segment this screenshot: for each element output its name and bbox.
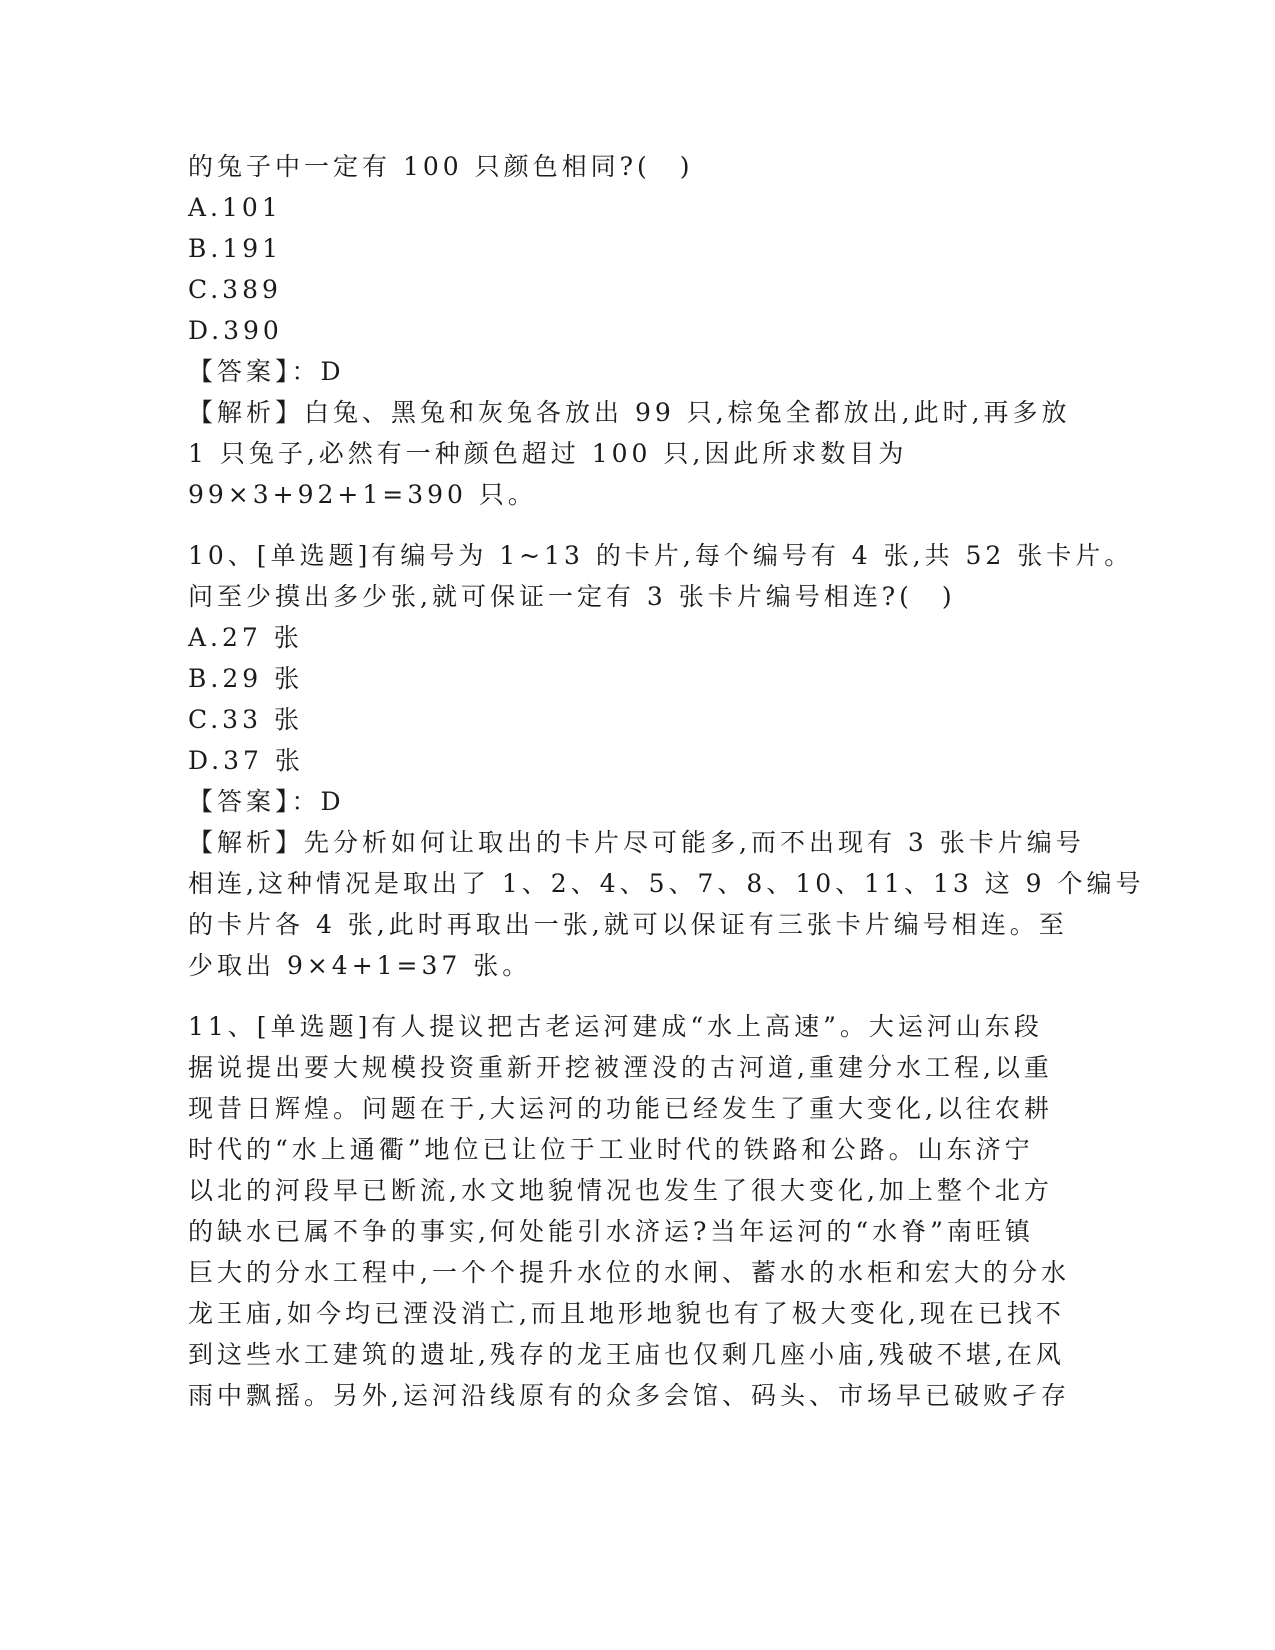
analysis-line: 的卡片各 4 张,此时再取出一张,就可以保证有三张卡片编号相连。至 (188, 910, 1068, 939)
question-stem: 巨大的分水工程中,一个个提升水位的水闸、蓄水的水柜和宏大的分水 (188, 1258, 1070, 1287)
option-b: B.191 (188, 234, 283, 263)
analysis-line: 少取出 9×4+1=37 张。 (188, 951, 532, 980)
question-stem: 到这些水工建筑的遗址,残存的龙王庙也仅剩几座小庙,残破不堪,在风 (188, 1340, 1065, 1369)
question-stem: 10、[单选题]有编号为 1~13 的卡片,每个编号有 4 张,共 52 张卡片。 (188, 541, 1134, 570)
analysis-line: 相连,这种情况是取出了 1、2、4、5、7、8、10、11、13 这 9 个编号 (188, 869, 1145, 898)
question-stem: 的兔子中一定有 100 只颜色相同?( ) (188, 152, 694, 181)
question-stem: 龙王庙,如今均已湮没消亡,而且地形地貌也有了极大变化,现在已找不 (188, 1299, 1065, 1328)
question-spacer (188, 515, 1068, 535)
question-stem: 现昔日辉煌。问题在于,大运河的功能已经发生了重大变化,以往农耕 (188, 1094, 1053, 1123)
option-c: C.389 (188, 275, 282, 304)
question-stem: 11、[单选题]有人提议把古老运河建成“水上高速”。大运河山东段 (188, 1012, 1043, 1041)
answer-line: 【答案】：D (188, 787, 345, 816)
question-10 (188, 535, 1145, 986)
option-a: A.27 张 (188, 623, 303, 652)
question-9 (188, 146, 1071, 515)
option-d: D.390 (188, 316, 283, 345)
option-d: D.37 张 (188, 746, 304, 775)
question-11 (188, 1006, 1068, 1416)
option-a: A.101 (188, 193, 282, 222)
question-stem: 的缺水已属不争的事实,何处能引水济运?当年运河的“水脊”南旺镇 (188, 1217, 1034, 1246)
analysis-line: 99×3+92+1=390 只。 (188, 480, 537, 509)
question-stem: 以北的河段早已断流,水文地貌情况也发生了很大变化,加上整个北方 (188, 1176, 1053, 1205)
answer-line: 【答案】：D (188, 357, 345, 386)
option-c: C.33 张 (188, 705, 303, 734)
question-spacer (188, 986, 1068, 1006)
document-body (188, 146, 1145, 1416)
question-stem: 问至少摸出多少张,就可保证一定有 3 张卡片编号相连?( ) (188, 582, 956, 611)
question-stem: 据说提出要大规模投资重新开挖被湮没的古河道,重建分水工程,以重 (188, 1053, 1053, 1082)
analysis-line: 【解析】先分析如何让取出的卡片尽可能多,而不出现有 3 张卡片编号 (188, 828, 1085, 857)
option-b: B.29 张 (188, 664, 304, 693)
analysis-line: 【解析】白兔、黑兔和灰兔各放出 99 只,棕兔全都放出,此时,再多放 (188, 398, 1071, 427)
question-stem: 雨中飘摇。另外,运河沿线原有的众多会馆、码头、市场早已破败孑存 (188, 1381, 1070, 1410)
question-stem: 时代的“水上通衢”地位已让位于工业时代的铁路和公路。山东济宁 (188, 1135, 1034, 1164)
analysis-line: 1 只兔子,必然有一种颜色超过 100 只,因此所求数目为 (188, 439, 908, 468)
